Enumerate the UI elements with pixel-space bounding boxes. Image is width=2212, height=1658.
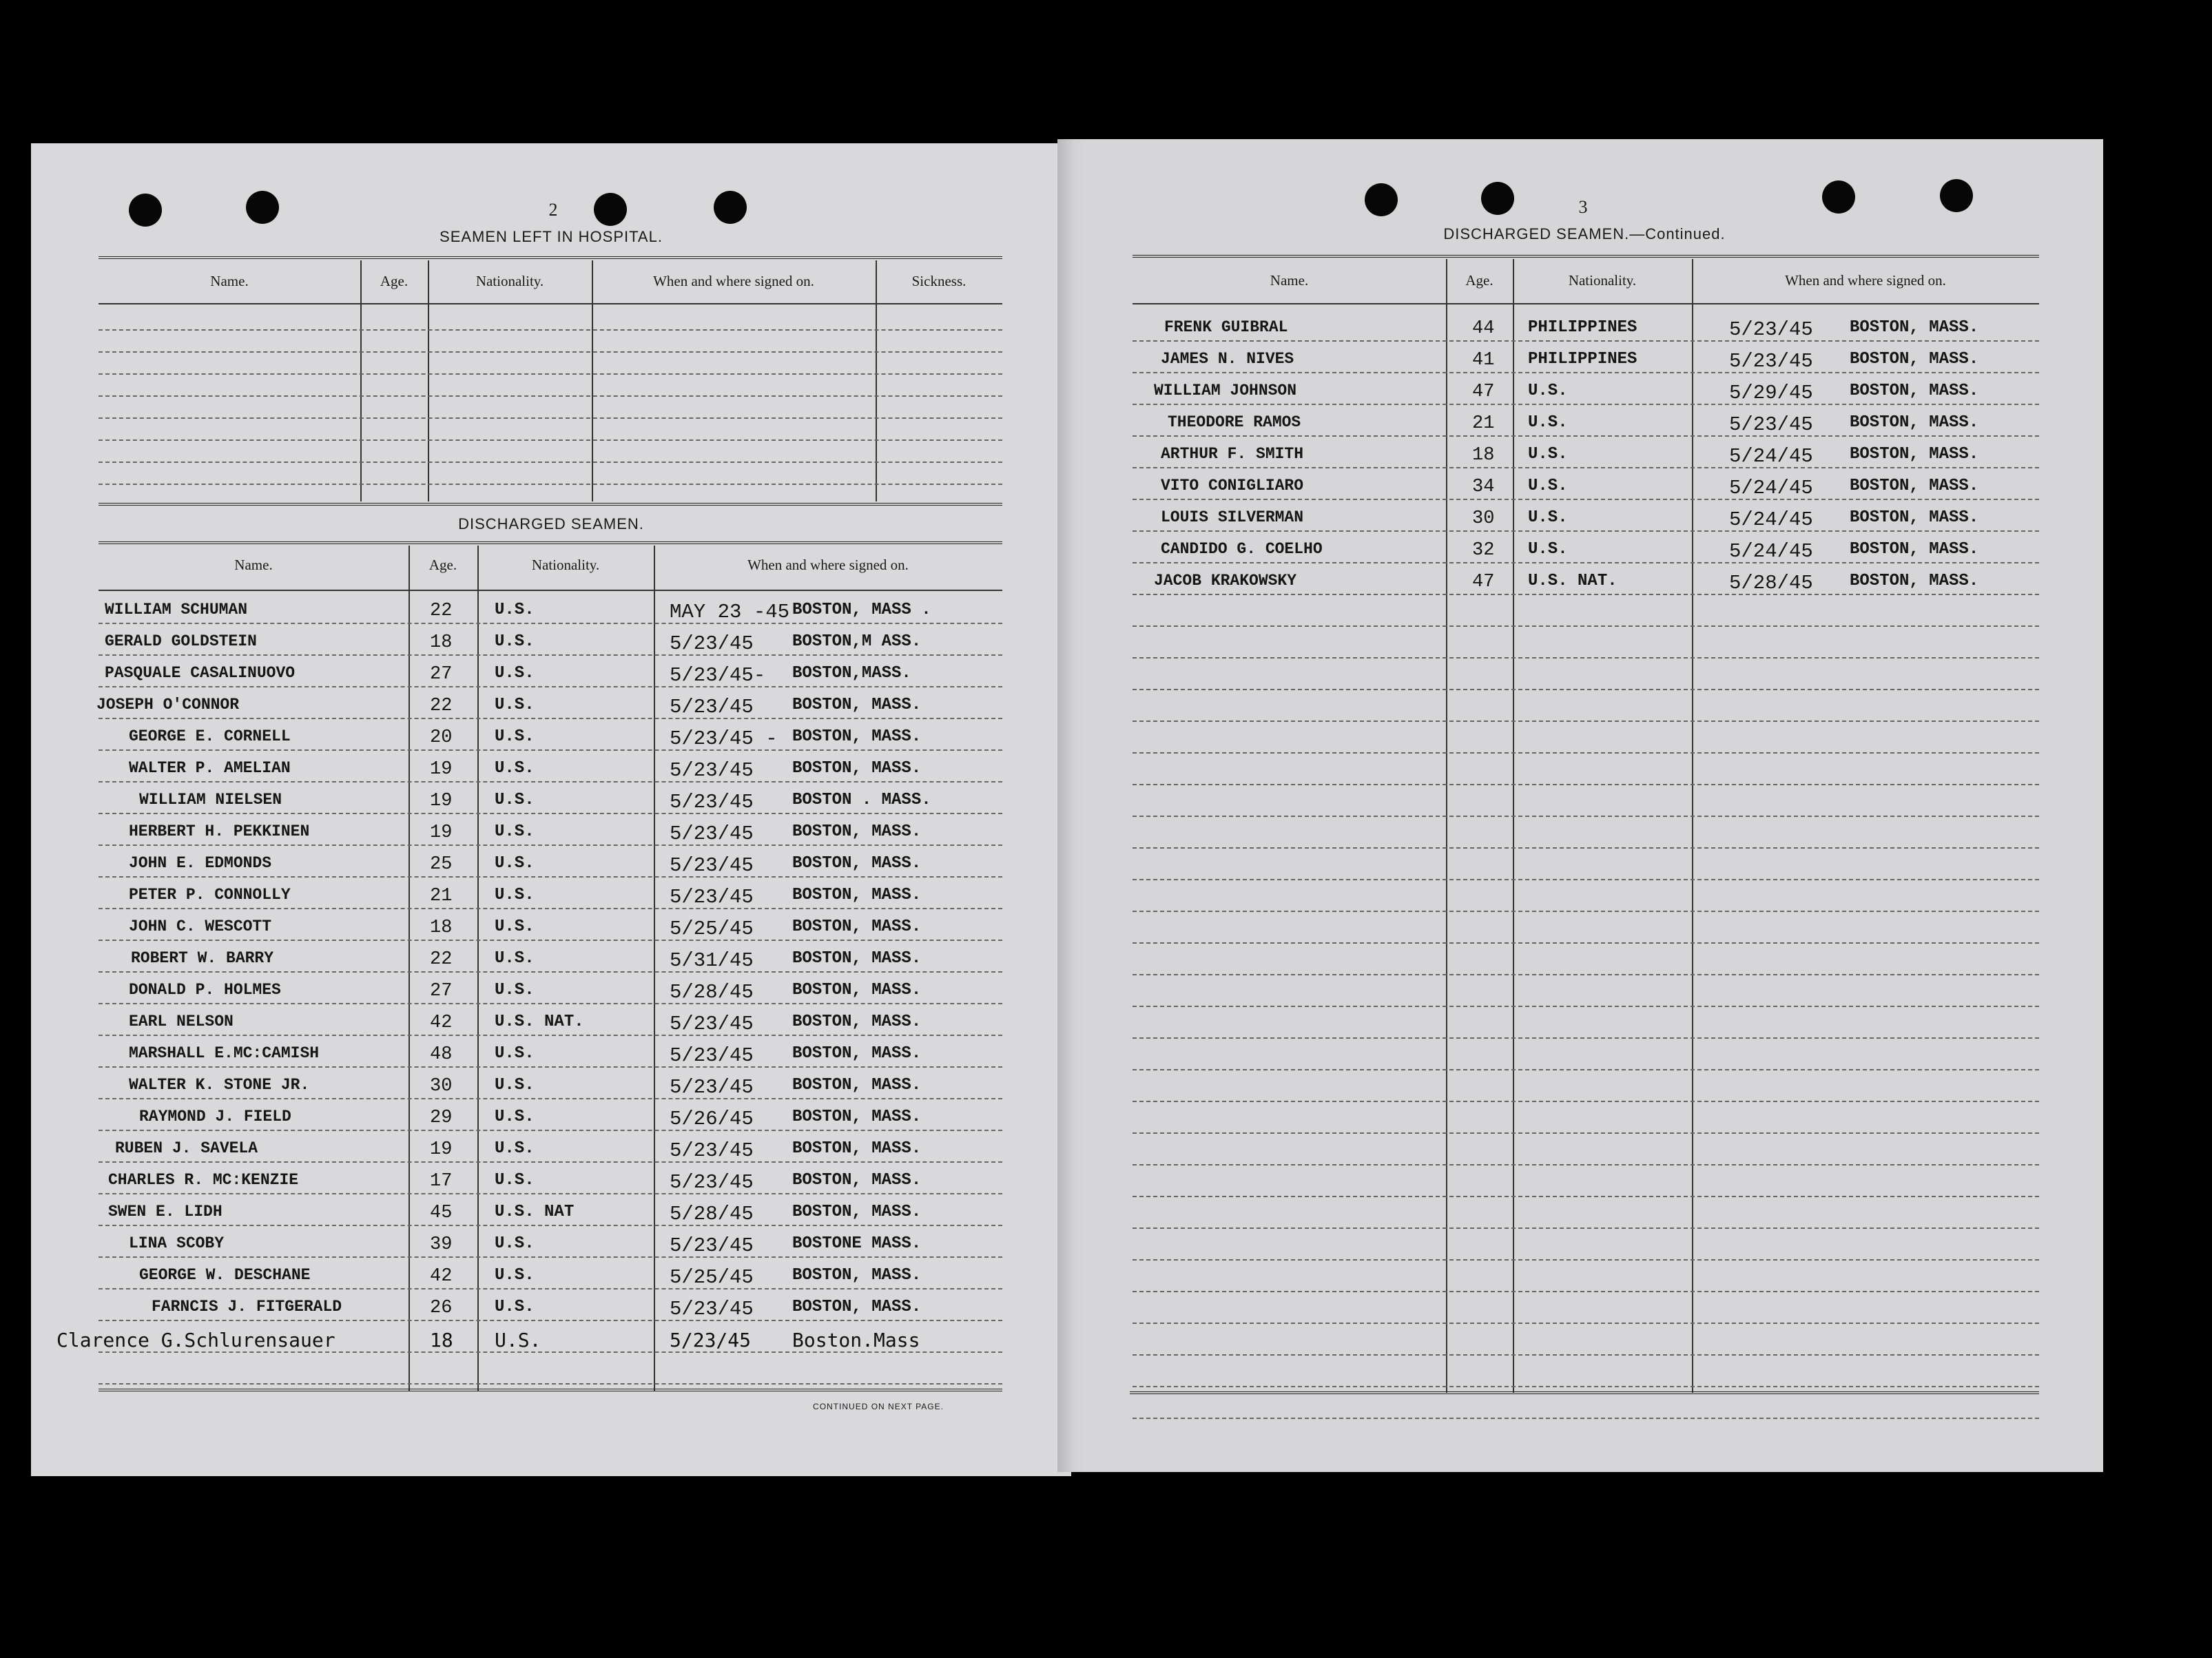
continued-note: CONTINUED ON NEXT PAGE. bbox=[813, 1402, 944, 1411]
signed-on-place: BOSTON,MASS. bbox=[792, 664, 911, 683]
row-line bbox=[99, 1256, 1002, 1258]
seaman-name: WALTER K. STONE JR. bbox=[129, 1076, 310, 1094]
rule bbox=[1130, 1391, 2039, 1394]
right-page bbox=[1057, 139, 2103, 1472]
seaman-age: 47 bbox=[1472, 382, 1495, 402]
row-line bbox=[99, 940, 1002, 941]
seaman-age: 42 bbox=[430, 1013, 453, 1033]
seaman-name: GERALD GOLDSTEIN bbox=[105, 632, 257, 650]
seaman-age: 21 bbox=[1472, 413, 1495, 434]
seaman-name: CANDIDO G. COELHO bbox=[1161, 540, 1323, 558]
seaman-age: 30 bbox=[1472, 508, 1495, 529]
column-divider bbox=[477, 546, 479, 1391]
seaman-nationality: U.S. NAT. bbox=[1528, 572, 1617, 590]
seaman-nationality: U.S. bbox=[495, 1234, 535, 1253]
column-header-name: Name. bbox=[234, 557, 273, 573]
punch-hole bbox=[714, 191, 747, 224]
row-line bbox=[1133, 1227, 2039, 1229]
row-line bbox=[99, 1351, 1002, 1353]
signed-on-date: 5/23/45- bbox=[670, 664, 766, 687]
signed-on-place: BOSTON, MASS. bbox=[792, 1044, 922, 1063]
signed-on-place: BOSTON, MASS. bbox=[1850, 382, 1979, 400]
signed-on-date: 5/23/45 - bbox=[670, 727, 778, 750]
signed-on-date: 5/28/45 bbox=[670, 981, 754, 1004]
seaman-nationality: U.S. bbox=[495, 854, 535, 873]
seaman-name: SWEN E. LIDH bbox=[108, 1203, 223, 1221]
seaman-age: 18 bbox=[430, 632, 453, 653]
signed-on-date: 5/24/45 bbox=[1729, 477, 1813, 499]
row-line bbox=[99, 395, 1002, 397]
row-line bbox=[1133, 404, 2039, 405]
signed-on-date: 5/23/45 bbox=[670, 822, 754, 845]
seaman-age: 19 bbox=[430, 759, 453, 780]
row-line bbox=[1133, 784, 2039, 785]
punch-hole bbox=[129, 194, 162, 227]
row-line bbox=[99, 1098, 1002, 1099]
seaman-name: VITO CONIGLIARO bbox=[1161, 477, 1304, 495]
signed-on-date: 5/23/45 bbox=[670, 1298, 754, 1320]
row-line bbox=[99, 1035, 1002, 1036]
column-divider bbox=[876, 260, 877, 501]
seaman-age: 34 bbox=[1472, 477, 1495, 497]
column-header-sickness: Sickness. bbox=[911, 273, 967, 289]
seaman-age: 22 bbox=[430, 949, 453, 970]
row-line bbox=[1133, 1291, 2039, 1292]
row-line bbox=[99, 417, 1002, 419]
signed-on-date: 5/23/45 bbox=[670, 886, 754, 909]
row-line bbox=[1133, 1164, 2039, 1165]
signed-on-date: 5/24/45 bbox=[1729, 540, 1813, 563]
row-line bbox=[99, 1161, 1002, 1163]
signed-on-place: BOSTON, MASS. bbox=[1850, 318, 1979, 337]
column-divider bbox=[428, 260, 429, 501]
signed-on-place: BOSTON, MASS. bbox=[792, 918, 922, 936]
signed-on-date: MAY 23 -45 bbox=[670, 601, 790, 623]
seaman-age: 18 bbox=[430, 918, 453, 938]
signed-on-place: BOSTON, MASS. bbox=[792, 1139, 922, 1158]
signed-on-place: BOSTON, MASS. bbox=[1850, 540, 1979, 559]
rule bbox=[99, 1389, 1002, 1391]
row-line bbox=[99, 462, 1002, 463]
row-line bbox=[1133, 721, 2039, 722]
seaman-age: 18 bbox=[1472, 445, 1495, 466]
seaman-age: 42 bbox=[430, 1266, 453, 1287]
signed-on-place: BOSTON, MASS. bbox=[1850, 477, 1979, 495]
seaman-nationality: U.S. bbox=[1528, 508, 1568, 527]
column-header-age: Age. bbox=[380, 273, 409, 289]
punch-hole bbox=[594, 193, 627, 226]
rule bbox=[99, 256, 1002, 259]
row-line bbox=[99, 1130, 1002, 1131]
seaman-nationality: U.S. bbox=[495, 1266, 535, 1285]
seaman-name: MARSHALL E.MC:CAMISH bbox=[129, 1044, 320, 1062]
page-number: 2 bbox=[548, 200, 558, 220]
signed-on-date: 5/23/45 bbox=[670, 1139, 754, 1162]
row-line bbox=[99, 1288, 1002, 1289]
seaman-name: WALTER P. AMELIAN bbox=[129, 759, 291, 777]
seaman-nationality: U.S. bbox=[495, 759, 535, 778]
seaman-name: JOHN C. WESCOTT bbox=[129, 918, 272, 935]
row-line bbox=[1133, 372, 2039, 373]
row-line bbox=[1133, 1037, 2039, 1039]
row-line bbox=[1133, 689, 2039, 690]
seaman-age: 25 bbox=[430, 854, 453, 875]
row-line bbox=[1133, 752, 2039, 754]
seaman-nationality: U.S. bbox=[495, 696, 535, 714]
seaman-age: 18 bbox=[430, 1329, 453, 1351]
signed-on-date: 5/23/45 bbox=[670, 854, 754, 877]
signed-on-date: 5/23/45 bbox=[670, 1013, 754, 1035]
page-number: 3 bbox=[1578, 197, 1588, 217]
seaman-nationality: U.S. bbox=[495, 1076, 535, 1095]
signed-on-place: BOSTON, MASS. bbox=[1850, 445, 1979, 464]
signed-on-date: 5/25/45 bbox=[670, 918, 754, 940]
row-line bbox=[1133, 816, 2039, 817]
signed-on-place: BOSTON, MASS. bbox=[1850, 508, 1979, 527]
row-line bbox=[99, 439, 1002, 441]
seaman-age: 17 bbox=[430, 1171, 453, 1192]
signed-on-date: 5/26/45 bbox=[670, 1108, 754, 1130]
signed-on-place: BOSTON . MASS. bbox=[792, 791, 931, 809]
seaman-name: EARL NELSON bbox=[129, 1013, 234, 1030]
seaman-age: 21 bbox=[430, 886, 453, 906]
signed-on-date: 5/23/45 bbox=[1729, 318, 1813, 341]
row-line bbox=[1133, 1323, 2039, 1324]
seaman-nationality: U.S. bbox=[495, 949, 535, 968]
signed-on-place: BOSTON, MASS. bbox=[792, 1108, 922, 1126]
seaman-name: CHARLES R. MC:KENZIE bbox=[108, 1171, 299, 1189]
page-fold bbox=[1057, 139, 1085, 1472]
signed-on-place: BOSTON, MASS. bbox=[792, 886, 922, 904]
signed-on-date: 5/23/45 bbox=[1729, 350, 1813, 373]
seaman-name: THEODORE RAMOS bbox=[1168, 413, 1301, 431]
seaman-age: 47 bbox=[1472, 572, 1495, 592]
seaman-nationality: U.S. bbox=[495, 981, 535, 999]
signed-on-place: BOSTON, MASS. bbox=[792, 1203, 922, 1221]
signed-on-date: 5/23/45 bbox=[670, 791, 754, 814]
column-header-signed-on: When and where signed on. bbox=[747, 557, 909, 573]
row-line bbox=[1133, 340, 2039, 342]
row-line bbox=[99, 1066, 1002, 1068]
row-line bbox=[99, 876, 1002, 878]
seaman-age: 20 bbox=[430, 727, 453, 748]
rule bbox=[99, 503, 1002, 506]
signed-on-date: 5/24/45 bbox=[1729, 508, 1813, 531]
seaman-nationality: U.S. bbox=[495, 664, 535, 683]
seaman-age: 19 bbox=[430, 1139, 453, 1160]
row-line bbox=[1133, 435, 2039, 437]
row-line bbox=[1133, 467, 2039, 468]
seaman-nationality: U.S. bbox=[495, 727, 535, 746]
seaman-name: DONALD P. HOLMES bbox=[129, 981, 281, 999]
seaman-name: ARTHUR F. SMITH bbox=[1161, 445, 1304, 463]
seaman-nationality: U.S. bbox=[495, 1329, 541, 1351]
seaman-age: 30 bbox=[430, 1076, 453, 1097]
signed-on-date: 5/23/45 bbox=[670, 632, 754, 655]
signed-on-place: BOSTON, MASS. bbox=[792, 1298, 922, 1316]
column-header-nationality: Nationality. bbox=[1568, 272, 1637, 289]
signed-on-date: 5/23/45 bbox=[670, 1044, 754, 1067]
row-line bbox=[1133, 847, 2039, 849]
row-line bbox=[99, 781, 1002, 783]
row-line bbox=[1133, 562, 2039, 563]
seaman-nationality: U.S. bbox=[495, 1171, 535, 1190]
punch-hole bbox=[1822, 180, 1855, 214]
row-line bbox=[1133, 530, 2039, 532]
seaman-age: 22 bbox=[430, 696, 453, 716]
signed-on-place: BOSTON,M ASS. bbox=[792, 632, 922, 651]
seaman-name: RUBEN J. SAVELA bbox=[115, 1139, 258, 1157]
seaman-nationality: U.S. bbox=[495, 822, 535, 841]
seaman-name: LOUIS SILVERMAN bbox=[1161, 508, 1304, 526]
seaman-age: 39 bbox=[430, 1234, 453, 1255]
signed-on-date: 5/23/45 bbox=[1729, 413, 1813, 436]
punch-hole bbox=[1481, 182, 1514, 215]
row-line bbox=[99, 484, 1002, 485]
seaman-nationality: U.S. bbox=[1528, 540, 1568, 559]
seaman-name: GEORGE W. DESCHANE bbox=[139, 1266, 311, 1284]
seaman-age: 29 bbox=[430, 1108, 453, 1128]
row-line bbox=[1133, 1069, 2039, 1070]
signed-on-date: 5/28/45 bbox=[1729, 572, 1813, 594]
seaman-age: 44 bbox=[1472, 318, 1495, 339]
seaman-age: 19 bbox=[430, 791, 453, 811]
row-line bbox=[1133, 625, 2039, 627]
signed-on-place: BOSTON, MASS. bbox=[792, 759, 922, 778]
row-line bbox=[99, 718, 1002, 719]
signed-on-place: BOSTON, MASS. bbox=[1850, 413, 1979, 432]
seaman-name: HERBERT H. PEKKINEN bbox=[129, 822, 310, 840]
row-line bbox=[99, 1003, 1002, 1004]
seaman-name: GEORGE E. CORNELL bbox=[129, 727, 291, 745]
punch-hole bbox=[246, 191, 279, 224]
seaman-name: JOSEPH O'CONNOR bbox=[96, 696, 240, 714]
seaman-nationality: U.S. bbox=[1528, 445, 1568, 464]
signed-on-place: BOSTON, MASS . bbox=[792, 601, 931, 619]
continued-heading: DISCHARGED SEAMEN.—Continued. bbox=[1443, 225, 1726, 242]
signed-on-place: BOSTON, MASS. bbox=[792, 981, 922, 999]
row-line bbox=[99, 813, 1002, 814]
signed-on-place: Boston.Mass bbox=[792, 1329, 920, 1351]
seaman-nationality: U.S. bbox=[495, 632, 535, 651]
row-line bbox=[1133, 1386, 2039, 1387]
row-line bbox=[99, 749, 1002, 751]
signed-on-date: 5/25/45 bbox=[670, 1266, 754, 1289]
signed-on-place: BOSTON, MASS. bbox=[792, 949, 922, 968]
signed-on-date: 5/31/45 bbox=[670, 949, 754, 972]
signed-on-place: BOSTON, MASS. bbox=[792, 1013, 922, 1031]
discharged-heading: DISCHARGED SEAMEN. bbox=[458, 515, 644, 532]
seaman-name: RAYMOND J. FIELD bbox=[139, 1108, 291, 1126]
signed-on-place: BOSTON, MASS. bbox=[792, 1171, 922, 1190]
seaman-name: JACOB KRAKOWSKY bbox=[1154, 572, 1297, 590]
row-line bbox=[1133, 1259, 2039, 1261]
signed-on-place: BOSTON, MASS. bbox=[792, 854, 922, 873]
seaman-name: WILLIAM JOHNSON bbox=[1154, 382, 1297, 400]
seaman-name: JOHN E. EDMONDS bbox=[129, 854, 272, 872]
seaman-name: JAMES N. NIVES bbox=[1161, 350, 1294, 368]
column-header-signed-on: When and where signed on. bbox=[1785, 272, 1946, 289]
seaman-name: LINA SCOBY bbox=[129, 1234, 225, 1252]
seaman-nationality: U.S. bbox=[495, 601, 535, 619]
signed-on-date: 5/23/45 bbox=[670, 1076, 754, 1099]
column-header-name: Name. bbox=[1270, 272, 1309, 289]
punch-hole bbox=[1940, 179, 1973, 212]
row-line bbox=[1133, 879, 2039, 880]
seaman-nationality: U.S. bbox=[1528, 413, 1568, 432]
rule bbox=[99, 303, 1002, 304]
punch-hole bbox=[1365, 183, 1398, 216]
seaman-nationality: U.S. NAT. bbox=[495, 1013, 584, 1031]
seaman-nationality: PHILIPPINES bbox=[1528, 350, 1637, 369]
signed-on-date: 5/23/45 bbox=[670, 1234, 754, 1257]
hospital-heading: SEAMEN LEFT IN HOSPITAL. bbox=[440, 228, 663, 245]
signed-on-date: 5/28/45 bbox=[670, 1203, 754, 1225]
signed-on-place: BOSTON, MASS. bbox=[792, 1076, 922, 1095]
seaman-name: PETER P. CONNOLLY bbox=[129, 886, 291, 904]
row-line bbox=[99, 908, 1002, 909]
column-divider bbox=[409, 546, 410, 1391]
seaman-age: 22 bbox=[430, 601, 453, 621]
row-line bbox=[99, 1225, 1002, 1226]
column-divider bbox=[1692, 259, 1693, 1393]
seaman-name: WILLIAM SCHUMAN bbox=[105, 601, 248, 619]
rule bbox=[99, 541, 1002, 544]
column-header-age: Age. bbox=[1465, 272, 1493, 289]
signed-on-date: 5/23/45 bbox=[670, 1329, 752, 1351]
row-line bbox=[99, 1320, 1002, 1321]
column-divider bbox=[1513, 259, 1514, 1393]
seaman-nationality: U.S. bbox=[495, 886, 535, 904]
row-line bbox=[1133, 1101, 2039, 1102]
row-line bbox=[99, 654, 1002, 656]
column-header-name: Name. bbox=[210, 273, 249, 289]
seaman-age: 27 bbox=[430, 981, 453, 1002]
row-line bbox=[1133, 1196, 2039, 1197]
row-line bbox=[1133, 1006, 2039, 1007]
seaman-name: FRENK GUIBRAL bbox=[1164, 318, 1288, 336]
column-header-nationality: Nationality. bbox=[531, 557, 600, 573]
signed-on-date: 5/23/45 bbox=[670, 1171, 754, 1194]
seaman-age: 48 bbox=[430, 1044, 453, 1065]
row-line bbox=[1133, 1418, 2039, 1419]
row-line bbox=[99, 373, 1002, 375]
rule bbox=[1133, 255, 2039, 258]
seaman-nationality: U.S. bbox=[1528, 477, 1568, 495]
seaman-name: WILLIAM NIELSEN bbox=[139, 791, 282, 809]
rule bbox=[1133, 303, 2039, 304]
signed-on-date: 5/23/45 bbox=[670, 696, 754, 718]
seaman-age: 26 bbox=[430, 1298, 453, 1318]
seaman-age: 32 bbox=[1472, 540, 1495, 561]
seaman-age: 45 bbox=[430, 1203, 453, 1223]
seaman-nationality: U.S. bbox=[495, 1044, 535, 1063]
row-line bbox=[1133, 974, 2039, 975]
row-line bbox=[99, 686, 1002, 687]
row-line bbox=[1133, 594, 2039, 595]
signed-on-place: BOSTON, MASS. bbox=[792, 727, 922, 746]
row-line bbox=[1133, 499, 2039, 500]
column-header-signed-on: When and where signed on. bbox=[653, 273, 814, 289]
seaman-nationality: U.S. bbox=[1528, 382, 1568, 400]
row-line bbox=[1133, 1132, 2039, 1134]
seaman-age: 41 bbox=[1472, 350, 1495, 371]
column-header-nationality: Nationality. bbox=[475, 273, 544, 289]
column-divider bbox=[1446, 259, 1447, 1393]
row-line bbox=[1133, 657, 2039, 659]
seaman-age: 27 bbox=[430, 664, 453, 685]
row-line bbox=[1133, 942, 2039, 944]
seaman-nationality: U.S. bbox=[495, 1108, 535, 1126]
signed-on-place: BOSTON, MASS. bbox=[792, 696, 922, 714]
seaman-nationality: U.S. bbox=[495, 1298, 535, 1316]
seaman-name: ROBERT W. BARRY bbox=[131, 949, 274, 967]
row-line bbox=[99, 351, 1002, 353]
row-line bbox=[1133, 1354, 2039, 1356]
row-line bbox=[99, 1383, 1002, 1385]
row-line bbox=[1133, 911, 2039, 912]
column-divider bbox=[654, 546, 655, 1391]
signed-on-date: 5/23/45 bbox=[670, 759, 754, 782]
column-header-age: Age. bbox=[428, 557, 457, 573]
signed-on-date: 5/24/45 bbox=[1729, 445, 1813, 468]
row-line bbox=[99, 623, 1002, 624]
seaman-age: 19 bbox=[430, 822, 453, 843]
signed-on-place: BOSTON, MASS. bbox=[1850, 350, 1979, 369]
row-line bbox=[99, 971, 1002, 973]
signed-on-place: BOSTON, MASS. bbox=[792, 1266, 922, 1285]
seaman-nationality: U.S. bbox=[495, 791, 535, 809]
seaman-name: FARNCIS J. FITGERALD bbox=[152, 1298, 342, 1316]
row-line bbox=[99, 329, 1002, 331]
seaman-name: PASQUALE CASALINUOVO bbox=[105, 664, 296, 682]
row-line bbox=[99, 1193, 1002, 1194]
seaman-nationality: U.S. NAT bbox=[495, 1203, 575, 1221]
seaman-nationality: PHILIPPINES bbox=[1528, 318, 1637, 337]
column-divider bbox=[592, 260, 593, 501]
signed-on-place: BOSTON, MASS. bbox=[1850, 572, 1979, 590]
signed-on-date: 5/29/45 bbox=[1729, 382, 1813, 404]
seaman-nationality: U.S. bbox=[495, 1139, 535, 1158]
column-divider bbox=[360, 260, 362, 501]
seaman-name: Clarence G.Schlurensauer bbox=[56, 1329, 335, 1351]
rule bbox=[99, 590, 1002, 591]
row-line bbox=[99, 844, 1002, 846]
signed-on-place: BOSTON, MASS. bbox=[792, 822, 922, 841]
seaman-nationality: U.S. bbox=[495, 918, 535, 936]
signed-on-place: BOSTONE MASS. bbox=[792, 1234, 922, 1253]
